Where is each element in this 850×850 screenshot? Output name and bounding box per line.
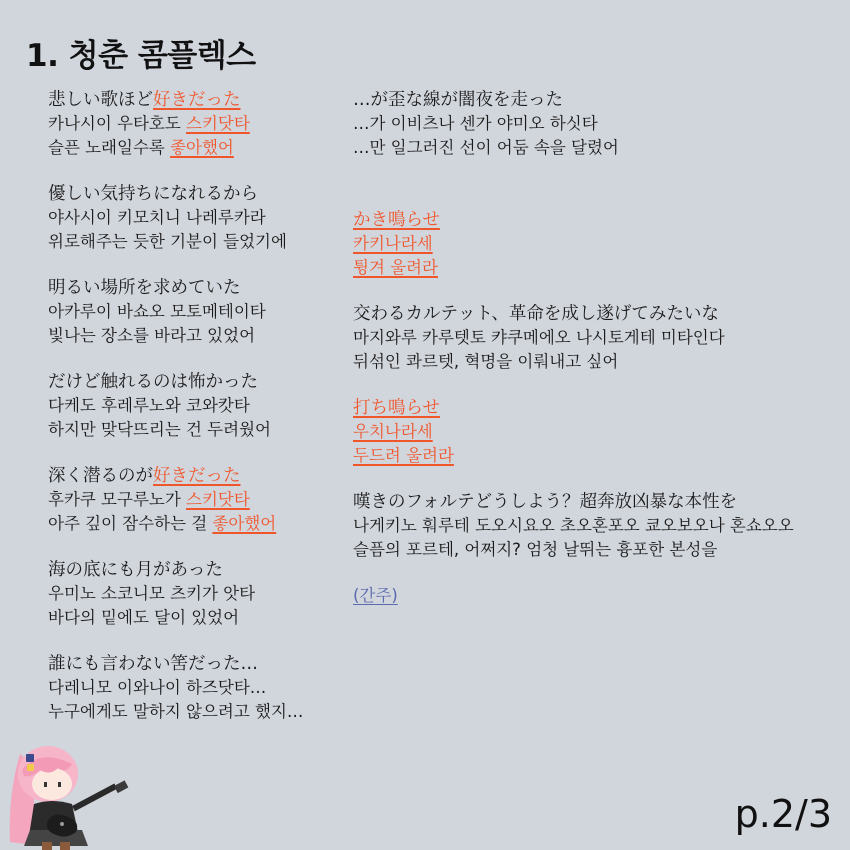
lyric-text: 빛나는 장소를 바라고 있었어: [48, 326, 256, 345]
lyric-stanza: [353, 584, 843, 608]
lyric-stanza: [48, 276, 348, 348]
lyric-line: [353, 302, 843, 326]
lyric-line: [353, 232, 843, 256]
lyric-text: 優しい気持ちになれるから: [48, 184, 258, 204]
lyrics-right-column: [353, 88, 843, 630]
lyric-line: [48, 582, 348, 606]
lyric-line: [48, 676, 348, 700]
highlighted-lyric: 좋아했어: [212, 514, 277, 533]
lyric-line: [353, 256, 843, 280]
lyric-line: [353, 350, 843, 374]
lyric-text: 후카쿠 모구루노가: [48, 490, 187, 509]
lyric-line: [48, 230, 348, 254]
lyric-text: 다레니모 이와나이 하즈닷타…: [48, 678, 267, 697]
lyric-text: だけど触れるのは怖かった: [48, 372, 258, 392]
lyric-line: [48, 112, 348, 136]
lyric-stanza: [48, 182, 348, 254]
lyric-text: 누구에게도 말하지 않으려고 했지…: [48, 702, 304, 721]
lyric-line: [353, 490, 843, 514]
page-title: 1. 청춘 콤플렉스: [26, 38, 256, 74]
lyric-line: [48, 558, 348, 582]
lyric-stanza: [353, 208, 843, 280]
stanza-spacer: [353, 182, 843, 208]
lyric-line: [48, 464, 348, 488]
lyric-line: [48, 652, 348, 676]
lyric-stanza: [48, 464, 348, 536]
lyric-line: [48, 418, 348, 442]
highlighted-lyric: 打ち鳴らせ: [353, 398, 440, 418]
lyric-text: 深く潜るのが: [48, 466, 153, 486]
lyric-text: 슬픈 노래일수록: [48, 138, 171, 157]
lyric-line: [48, 182, 348, 206]
highlighted-lyric: 카키나라세: [353, 234, 433, 253]
highlighted-lyric: 好きだった: [153, 90, 241, 110]
lyric-line: [48, 700, 348, 724]
lyric-line: [353, 396, 843, 420]
lyric-text: 야사시이 키모치니 나레루카라: [48, 208, 266, 227]
lyric-stanza: [353, 490, 843, 562]
lyric-line: [48, 512, 348, 536]
lyric-line: [48, 276, 348, 300]
lyric-line: [353, 420, 843, 444]
lyric-text: 우미노 소코니모 츠키가 앗타: [48, 584, 256, 603]
lyric-line: [353, 584, 843, 608]
lyric-text: 하지만 맞닥뜨리는 건 두려웠어: [48, 420, 271, 439]
lyric-text: 誰にも言わない筈だった…: [48, 654, 258, 674]
lyric-text: 슬픔의 포르테, 어쩌지? 엄청 날뛰는 흉포한 본성을: [353, 540, 718, 559]
lyric-line: [353, 112, 843, 136]
lyric-text: 다케도 후레루노와 코와캇타: [48, 396, 250, 415]
lyric-stanza: [353, 302, 843, 374]
highlighted-lyric: 우치나라세: [353, 422, 433, 441]
lyric-line: [353, 88, 843, 112]
lyric-text: 마지와루 카루텟토 캬쿠메에오 나시토게테 미타인다: [353, 328, 725, 347]
lyric-stanza: [353, 396, 843, 468]
lyric-line: [48, 300, 348, 324]
lyric-line: [48, 324, 348, 348]
lyric-stanza: [48, 370, 348, 442]
lyric-text: …만 일그러진 선이 어둠 속을 달렸어: [353, 138, 619, 157]
highlighted-lyric: 두드려 울려라: [353, 446, 454, 465]
page-number: p.2/3: [734, 792, 832, 836]
lyric-text: 悲しい歌ほど: [48, 90, 153, 110]
highlighted-lyric: 좋아했어: [170, 138, 234, 157]
interlude-link[interactable]: (간주): [353, 586, 398, 605]
lyric-text: 위로해주는 듯한 기분이 들었기에: [48, 232, 287, 251]
highlighted-lyric: 好きだった: [153, 466, 241, 486]
lyric-text: 나게키노 훠루테 도오시요오 초오혼포오 쿄오보오나 혼쇼오오: [353, 516, 794, 535]
lyric-text: 뒤섞인 콰르텟, 혁명을 이뤄내고 싶어: [353, 352, 619, 371]
lyric-line: [48, 394, 348, 418]
lyric-line: [48, 206, 348, 230]
highlighted-lyric: 스키닷타: [186, 114, 250, 133]
lyric-line: [48, 136, 348, 160]
lyric-text: 明るい場所を求めていた: [48, 278, 241, 298]
lyric-stanza: [353, 88, 843, 160]
highlighted-lyric: かき鳴らせ: [353, 210, 440, 230]
lyric-line: [48, 488, 348, 512]
highlighted-lyric: 스키닷타: [186, 490, 250, 509]
lyric-line: [353, 514, 843, 538]
lyric-text: …가 이비츠나 센가 야미오 하싯타: [353, 114, 598, 133]
lyric-text: 아카루이 바쇼오 모토메테이타: [48, 302, 266, 321]
mascot-character-image: [0, 734, 140, 850]
lyric-line: [48, 88, 348, 112]
lyric-text: 아주 깊이 잠수하는 걸: [48, 514, 213, 533]
lyric-line: [48, 606, 348, 630]
lyric-stanza: [48, 558, 348, 630]
lyric-line: [353, 208, 843, 232]
lyric-text: 交わるカルテット、革命を成し遂げてみたいな: [353, 304, 719, 324]
lyric-line: [48, 370, 348, 394]
lyric-text: 嘆きのフォルテどうしよう？超奔放凶暴な本性を: [353, 492, 738, 512]
lyrics-left-column: [48, 88, 348, 746]
lyric-text: 海の底にも月があった: [48, 560, 223, 580]
highlighted-lyric: 튕겨 울려라: [353, 258, 438, 277]
lyric-text: …が歪な線が闇夜を走った: [353, 90, 563, 110]
lyric-line: [353, 538, 843, 562]
lyric-line: [353, 136, 843, 160]
lyric-text: 카나시이 우타호도: [48, 114, 187, 133]
lyric-line: [353, 326, 843, 350]
lyric-line: [353, 444, 843, 468]
lyric-text: 바다의 밑에도 달이 있었어: [48, 608, 240, 627]
lyric-stanza: [48, 88, 348, 160]
lyric-stanza: [48, 652, 348, 724]
